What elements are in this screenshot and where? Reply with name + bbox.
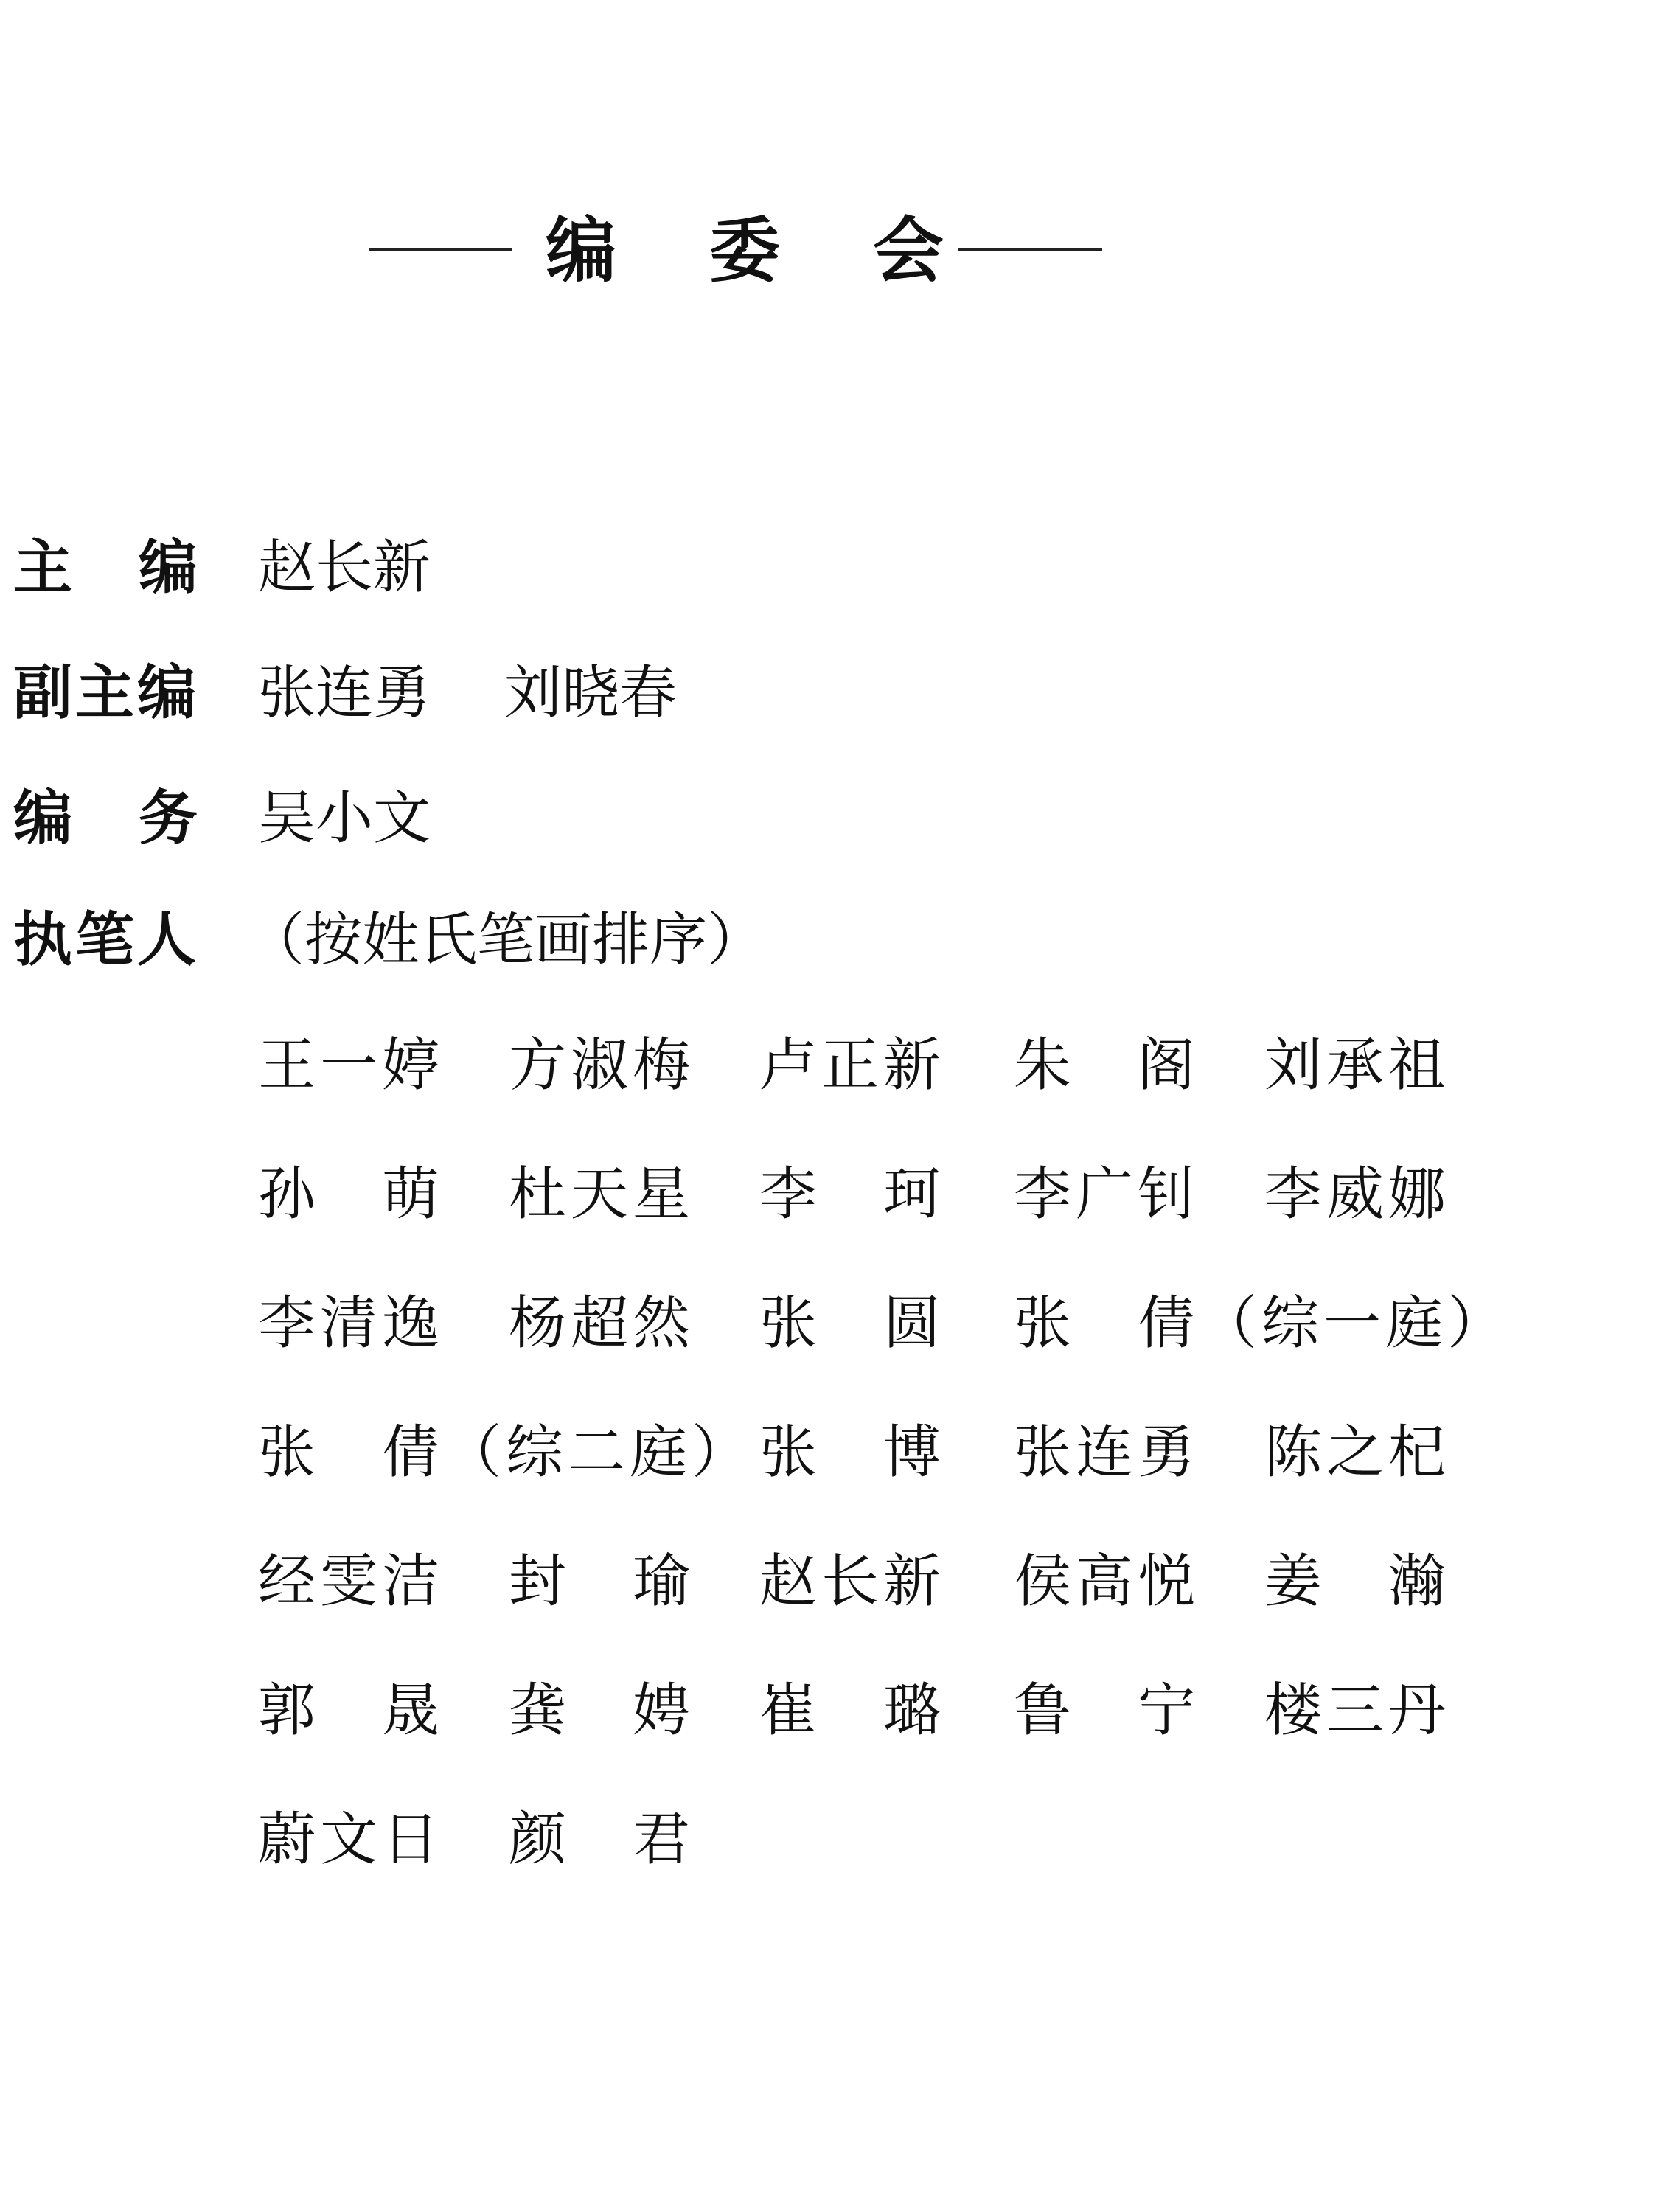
- label-char: 主: [75, 658, 134, 727]
- writer-name: 张 倩（综一庭）: [1014, 1290, 1510, 1357]
- deputy-editors-names: [258, 656, 677, 730]
- writer-name: 刘承祖: [1264, 1032, 1451, 1099]
- writer-name: 李威娜: [1264, 1161, 1451, 1228]
- writer-name: 李 珂: [759, 1161, 946, 1228]
- writer-name: 李清逸: [258, 1290, 445, 1357]
- writer-name: 杨超然: [509, 1290, 695, 1357]
- writer-name: 颜 君: [509, 1806, 695, 1873]
- name-row: [258, 1029, 1511, 1158]
- writer-name: 朱 阁: [1014, 1032, 1200, 1099]
- writer-name: 侯高悦: [1014, 1548, 1200, 1615]
- writer-name: 方淑梅: [509, 1032, 695, 1099]
- title-char: 会: [873, 209, 944, 292]
- title-rule-left: [369, 248, 512, 251]
- person-name: 赵长新: [258, 535, 431, 601]
- person-name: 吴小文: [258, 785, 431, 852]
- name-row: [258, 1158, 1511, 1287]
- writer-name: 郭 晟: [258, 1677, 445, 1744]
- writer-name: 张连勇: [1014, 1419, 1200, 1486]
- name-row: [258, 1416, 1511, 1545]
- name-row: [258, 1674, 1511, 1803]
- label-char: 副: [13, 658, 72, 727]
- writer-name: 封 瑜: [509, 1548, 695, 1615]
- writer-name: 龚 娉: [509, 1677, 695, 1744]
- name-row: [258, 1545, 1511, 1674]
- label-char: 编: [139, 533, 198, 602]
- label-char: 编: [137, 658, 196, 727]
- title-char: 编: [546, 209, 616, 292]
- writer-name: 经雯洁: [258, 1548, 445, 1615]
- person-name: 刘晓春: [504, 660, 678, 726]
- deputy-editors-label: [13, 656, 196, 730]
- writer-name: 陈之杞: [1264, 1419, 1451, 1486]
- writers-name-grid: [258, 1029, 1511, 1932]
- writer-name: 卢正新: [759, 1032, 946, 1099]
- editor-in-chief-label: [13, 531, 198, 605]
- title-rule-right: [958, 248, 1102, 251]
- writer-name: 蔚文日: [258, 1806, 445, 1873]
- writer-name: 王一婷: [258, 1032, 445, 1099]
- writers-label: [13, 903, 196, 977]
- editorial-affairs-names: [258, 782, 431, 855]
- label-char: 主: [13, 533, 72, 602]
- name-row: [258, 1287, 1511, 1416]
- writers-sort-note: （按姓氏笔画排序）: [247, 907, 765, 973]
- writer-name: 赵长新: [759, 1548, 946, 1615]
- person-name: 张连勇: [258, 660, 431, 726]
- writer-name: 李广钊: [1014, 1161, 1200, 1228]
- page-title: [369, 206, 1106, 295]
- writer-name: 楼三丹: [1264, 1677, 1451, 1744]
- name-row: [258, 1803, 1511, 1932]
- writer-name: 崔 璐: [759, 1677, 946, 1744]
- title-char: 委: [709, 209, 780, 292]
- label-char: 笔: [75, 905, 134, 974]
- label-char: 务: [139, 784, 198, 852]
- writer-name: 孙 萌: [258, 1161, 445, 1228]
- title-text: [546, 206, 944, 295]
- editor-in-chief-names: [258, 531, 431, 605]
- writer-name: 姜 瀚: [1264, 1548, 1451, 1615]
- writer-name: 张 倩（综二庭）: [258, 1419, 754, 1486]
- writer-name: 张 圆: [759, 1290, 946, 1357]
- editorial-affairs-label: [13, 782, 198, 855]
- label-char: 人: [137, 905, 196, 974]
- writer-name: 张 博: [759, 1419, 946, 1486]
- writer-name: 鲁 宁: [1014, 1677, 1200, 1744]
- label-char: 执: [13, 905, 72, 974]
- writer-name: 杜天星: [509, 1161, 695, 1228]
- label-char: 编: [13, 784, 72, 852]
